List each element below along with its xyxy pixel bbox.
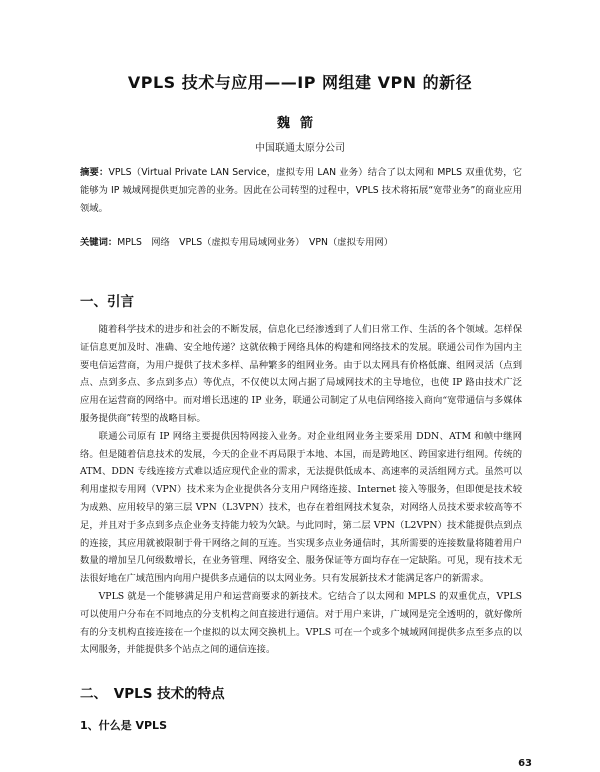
keywords — [80, 234, 522, 252]
keywords-label: 关键词： — [80, 237, 118, 248]
paper-title: VPLS 技术与应用——IP 网组建 VPN 的新径 — [127, 73, 473, 92]
page-number: 63 — [518, 758, 532, 769]
introduction-body — [80, 321, 522, 659]
abstract-label: 摘要： — [80, 167, 109, 178]
body-paragraph: 联通公司原有 IP 网络主要提供因特网接入业务。对企业组网业务主要采用 DDN、ATM 和帧中继网络。但是随着信息技术的发展，今天的企业不再局限于本地、本国，而是跨地区、跨国家进行组网。传统的 ATM、DDN 专线连接方式难以适应现代企业的需求，无法提供低成本、高速率的灵活组网方式。虽然可以利用虚拟专用网（VPN）技术来为企业提供各分支用户网络连接、Internet 接入等服务，但即便是技术较为成熟、应用较早的第三层 VPN（L3VPN）技术，也存在着组网技术复杂，对网络人员技术要求较高等不足，并且对于多点到多点企业务支持能力较为欠缺。与此同时，第二层 VPN（L2VPN）技术能提供点到点的连接，其应用就被限制于骨干网络之间的互连。当实现多点业务通信时，其所需要的连接数量将随着用户数量的增加呈几何级数增长，在业务管理、网络安全、服务保证等方面均存在一定缺陷。可见，现有技术无法很好地在广域范围内向用户提供多点通信的以太网业务。只有发展新技术才能满足客户的新需求。 — [80, 430, 522, 585]
author-affiliation: 中国联通太原分公司 — [255, 143, 345, 154]
body-paragraph: 随着科学技术的进步和社会的不断发展，信息化已经渗透到了人们日常工作、生活的各个领域。怎样保证信息更加及时、准确、安全地传递？这就依赖于网络具体的构建和网络技术的发展。联通公司作为国内主要电信运营商，为用户提供了技术多样、品种繁多的组网业务。由于以太网具有价格低廉、组网灵活（点到点、点到多点、多点到多点）等优点，不仅使以太网占据了局域网技术的主导地位，也使 IP 路由技术广泛应用在运营商的网络中。而对增长迅速的 IP 业务，联通公司制定了从电信网络接入商向“宽带通信与多媒体服务提供商”转型的战略目标。 — [80, 324, 522, 424]
keywords-text: MPLS 网络 VPLS（虚拟专用局域网业务） VPN（虚拟专用网） — [117, 237, 394, 248]
abstract-text: VPLS（Virtual Private LAN Service，虚拟专用 LAN 业务）结合了以太网和 MPLS 双重优势，它能够为 IP 城域网提供更加完善的业务。因此在公司转型的过程中，VPLS 技术将拓展“宽带业务”的商业应用领域。 — [80, 167, 522, 214]
author-name: 魏箭 — [276, 116, 323, 131]
subsection-heading-what-is-vpls: 1、什么是 VPLS — [80, 719, 167, 732]
body-paragraph: VPLS 就是一个能够满足用户和运营商要求的新技术。它结合了以太网和 MPLS 的双重优点，VPLS 可以使用户分布在不同地点的分支机构之间直接进行通信。对于用户来讲，广域网是完全透明的，就好像所有的分支机构直接连接在一个虚拟的以太网交换机上。VPLS 可在一个或多个城域网间提供多点至多点的以太网服务，并能提供多个站点之间的通信连接。 — [80, 590, 522, 656]
section-heading-vpls-features: 二、 VPLS 技术的特点 — [80, 686, 225, 702]
section-heading-introduction: 一、引言 — [80, 294, 134, 310]
abstract — [80, 164, 522, 218]
